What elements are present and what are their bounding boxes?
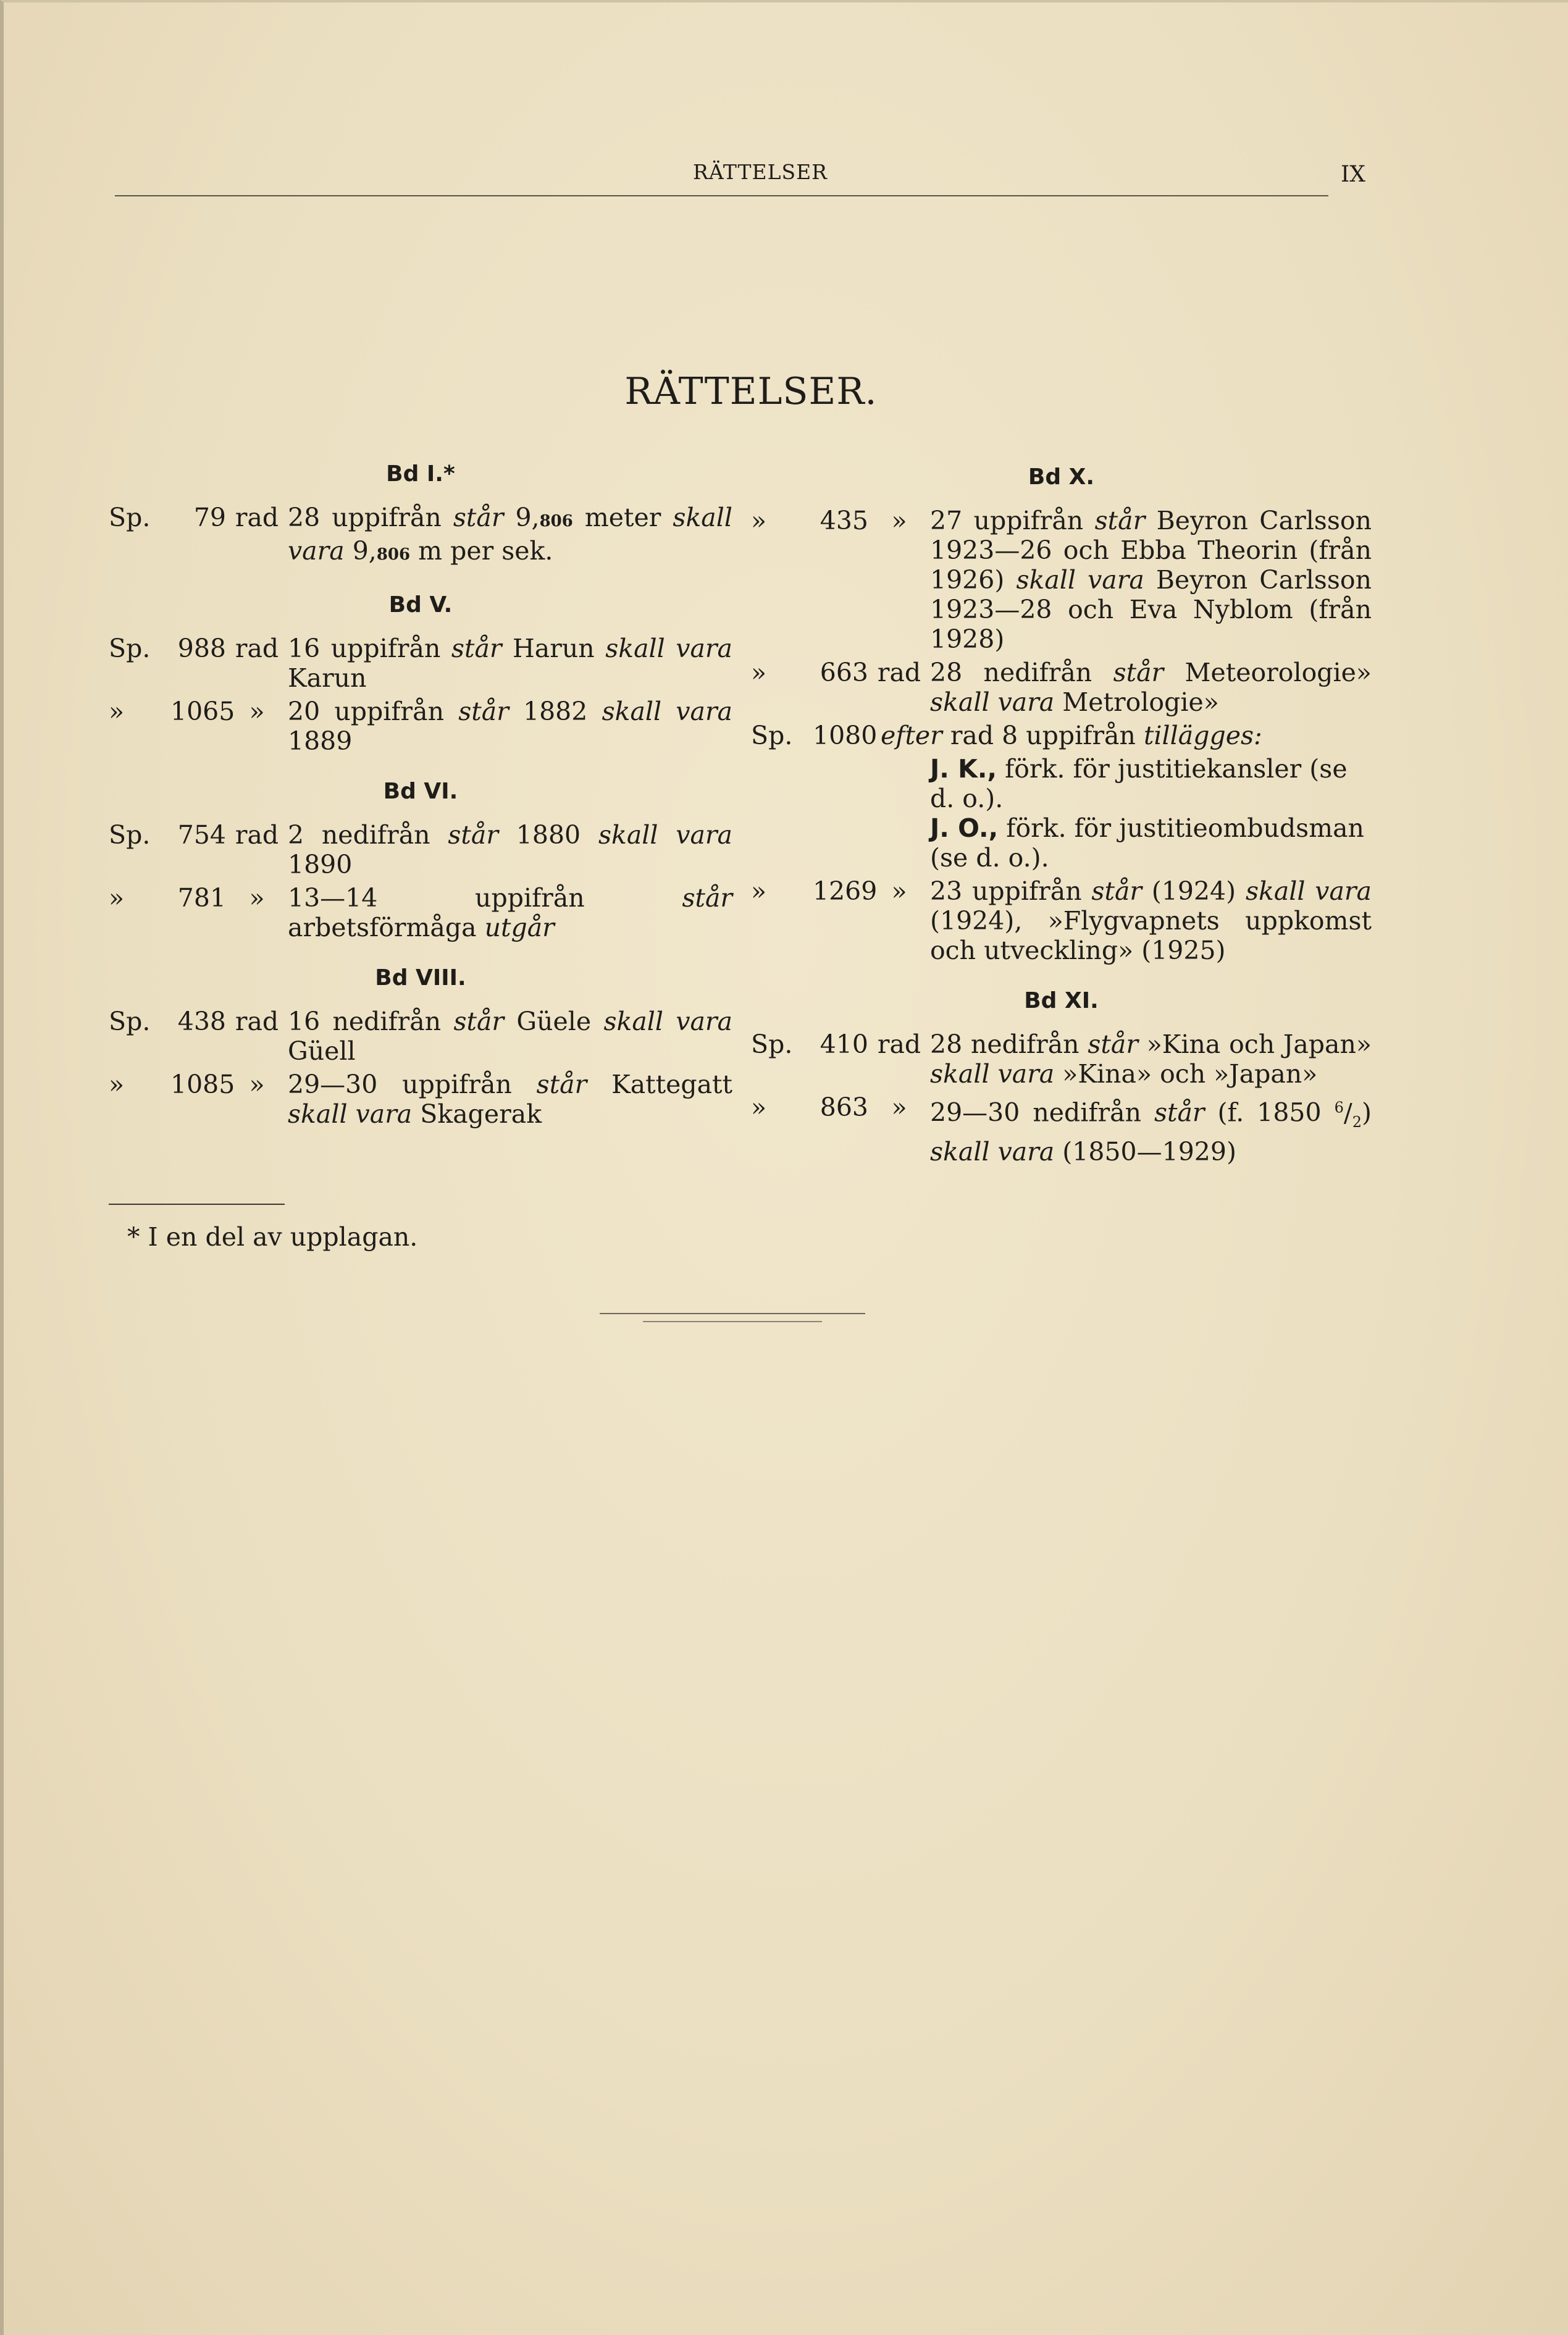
erratum-entry [751,876,1372,965]
ditto-marker: » [891,876,907,906]
section-heading-bd-5: Bd V. [388,592,453,618]
ditto-marker: » [249,883,265,913]
rad-marker: rad [877,1029,921,1059]
ditto-marker: » [109,697,125,726]
erratum-entry [109,1070,732,1129]
erratum-text: 16 uppifrån står Harun skall vara Karun [288,634,732,693]
column-number: 754 [177,820,226,850]
column-number: 410 [820,1029,868,1059]
sp-marker: Sp. [109,1007,151,1036]
section-heading-bd-6: Bd VI. [383,779,458,804]
running-head: RÄTTELSER [692,160,828,184]
rad-marker: rad [235,1007,279,1036]
column-number: 1080 [813,721,878,750]
rad-marker: rad [877,658,921,687]
section-heading-bd-1: Bd I.* [386,461,455,487]
erratum-text: 29—30 uppifrån står Kattegatt skall vara Skagerak [288,1070,732,1129]
ditto-marker: » [751,876,767,906]
ditto-marker: » [109,1070,125,1099]
section-heading-bd-10: Bd X. [1028,464,1095,490]
sp-marker: Sp. [109,820,151,850]
erratum-entry [751,721,1372,750]
column-number: 988 [177,634,226,663]
erratum-entry [751,1029,1372,1089]
erratum-text: 28 nedifrån står »Kina och Japan» skall vara »Kina» och »Japan» [930,1029,1372,1089]
erratum-text: 16 nedifrån står Güele skall vara Güell [288,1007,732,1066]
footnote: * I en del av upplagan. [127,1222,418,1252]
erratum-text: 28 uppifrån står 9,806 meter skall vara 9,806 m per sek. [288,503,732,566]
column-number: 438 [177,1007,226,1036]
erratum-entry [751,658,1372,717]
ditto-marker: » [751,506,767,535]
right-column [751,463,1372,1188]
erratum-entry [109,820,732,879]
end-rule [643,1321,822,1322]
erratum-text: 20 uppifrån står 1882 skall vara 1889 [288,697,732,756]
erratum-entry [751,506,1372,654]
ditto-marker: » [891,506,907,535]
sp-marker: Sp. [109,634,151,663]
addition-line: J. K., förk. för justitiekansler (se d. o.). [930,754,1348,813]
erratum-text: efter rad 8 uppifrån tillägges: [881,721,1262,750]
rad-marker: rad [235,503,279,532]
erratum-text: 13—14 uppifrån står arbetsförmåga utgår [288,883,732,942]
column-number: 1065 [170,697,235,726]
fraction: $^6/_2$ [1334,1097,1362,1131]
addition-line: J. O., förk. för justitieombudsman (se d. o.). [930,813,1364,873]
ditto-marker: » [891,1092,907,1122]
erratum-entry [109,634,732,693]
ditto-marker: » [751,658,767,687]
column-number: 435 [820,506,868,535]
erratum-entry [109,1007,732,1066]
page-title: RÄTTELSER. [624,370,878,413]
left-column [109,459,732,1150]
rad-marker: rad [235,820,279,850]
erratum-entry [109,503,732,569]
erratum-text: 2 nedifrån står 1880 skall vara 1890 [288,820,732,879]
ditto-marker: » [751,1092,767,1122]
column-number: 781 [177,883,226,913]
column-number: 663 [820,658,868,687]
sp-marker: Sp. [751,721,793,750]
column-number: 1085 [170,1070,235,1099]
column-number: 79 [193,503,226,532]
page-number: IX [1341,162,1365,187]
ditto-marker: » [109,883,125,913]
rad-marker: rad [235,634,279,663]
erratum-entry [751,1092,1372,1167]
erratum-text: 23 uppifrån står (1924) skall vara (1924), »Flygvapnets uppkomst och utveckling» (1925) [930,876,1372,965]
ditto-marker: » [249,697,265,726]
erratum-text: 27 uppifrån står Beyron Carlsson 1923—26 och Ebba Theorin (från 1926) skall vara Beyron Carlsson 1923—28 och Eva Nyblom (från 1928) [930,506,1372,654]
erratum-text: 29—30 nedifrån står (f. 1850 $^6/_2$) skall vara (1850—1929) [930,1097,1372,1167]
footnote-rule [109,1204,285,1205]
section-heading-bd-8: Bd VIII. [375,965,466,991]
sp-marker: Sp. [751,1029,793,1059]
erratum-text: 28 nedifrån står Meteorologie» skall vara Metrologie» [930,658,1372,717]
header-rule [115,195,1328,196]
column-number: 863 [820,1092,868,1122]
end-rule [600,1313,865,1314]
erratum-entry [109,883,732,942]
column-number: 1269 [813,876,878,906]
section-heading-bd-11: Bd XI. [1024,988,1099,1013]
ditto-marker: » [249,1070,265,1099]
erratum-entry [109,697,732,756]
sp-marker: Sp. [109,503,151,532]
